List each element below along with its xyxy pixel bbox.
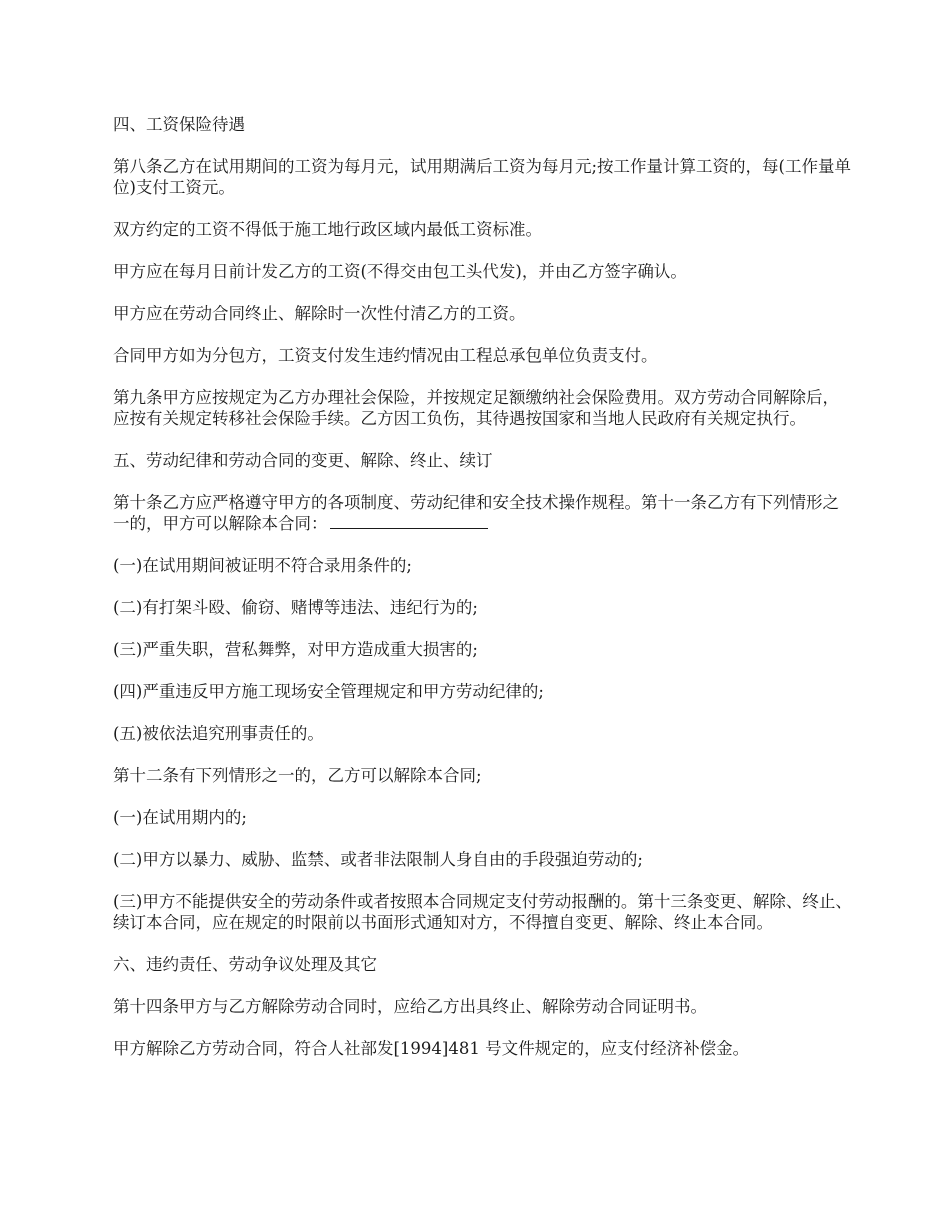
list-item: (五)被依法追究刑事责任的。 [113, 724, 324, 743]
section-heading-wages-insurance: 四、工资保险待遇 [113, 115, 245, 134]
article-10-11-paragraph [113, 492, 853, 534]
section-heading-liability: 六、违约责任、劳动争议处理及其它 [113, 955, 377, 974]
list-item: (二)甲方以暴力、威胁、监禁、或者非法限制人身自由的手段强迫劳动的; [113, 850, 643, 869]
article-12-paragraph: 第十二条有下列情形之一的，乙方可以解除本合同; [113, 766, 482, 785]
document-body [113, 114, 853, 1080]
compensation-paragraph: 甲方解除乙方劳动合同，符合人社部发[1994]481 号文件规定的，应支付经济补偿金。 [113, 1039, 750, 1058]
article-14-paragraph: 第十四条甲方与乙方解除劳动合同时，应给乙方出具终止、解除劳动合同证明书。 [113, 997, 707, 1016]
list-item: (四)严重违反甲方施工现场安全管理规定和甲方劳动纪律的; [113, 682, 544, 701]
list-item: (二)有打架斗殴、偷窃、赌博等违法、违纪行为的; [113, 598, 478, 617]
section-heading-discipline: 五、劳动纪律和劳动合同的变更、解除、终止、续订 [113, 451, 493, 470]
subcontractor-paragraph: 合同甲方如为分包方，工资支付发生违约情况由工程总承包单位负责支付。 [113, 346, 658, 365]
list-item: (一)在试用期间被证明不符合录用条件的; [113, 556, 412, 575]
article-10-11-text: 第十条乙方应严格遵守甲方的各项制度、劳动纪律和安全技术操作规程。第十一条乙方有下列情形之一的，甲方可以解除本合同： [113, 493, 839, 533]
fill-in-blank [330, 513, 488, 529]
article-9-paragraph: 第九条甲方应按规定为乙方办理社会保险，并按规定足额缴纳社会保险费用。双方劳动合同解除后，应按有关规定转移社会保险手续。乙方因工负伤，其待遇按国家和当地人民政府有关规定执行。 [113, 388, 839, 428]
minimum-wage-paragraph: 双方约定的工资不得低于施工地行政区域内最低工资标准。 [113, 220, 542, 239]
payment-date-paragraph: 甲方应在每月日前计发乙方的工资(不得交由包工头代发)，并由乙方签字确认。 [113, 262, 687, 281]
article-8-paragraph: 第八条乙方在试用期间的工资为每月元，试用期满后工资为每月元;按工作量计算工资的，每(工作量单位)支付工资元。 [113, 157, 851, 197]
list-item: (一)在试用期内的; [113, 808, 247, 827]
list-item: (三)甲方不能提供安全的劳动条件或者按照本合同规定支付劳动报酬的。第十三条变更、解除、终止、续订本合同，应在规定的时限前以书面形式通知对方，不得擅自变更、解除、终止本合同。 [113, 892, 852, 932]
final-payment-paragraph: 甲方应在劳动合同终止、解除时一次性付清乙方的工资。 [113, 304, 526, 323]
list-item: (三)严重失职，营私舞弊，对甲方造成重大损害的; [113, 640, 478, 659]
